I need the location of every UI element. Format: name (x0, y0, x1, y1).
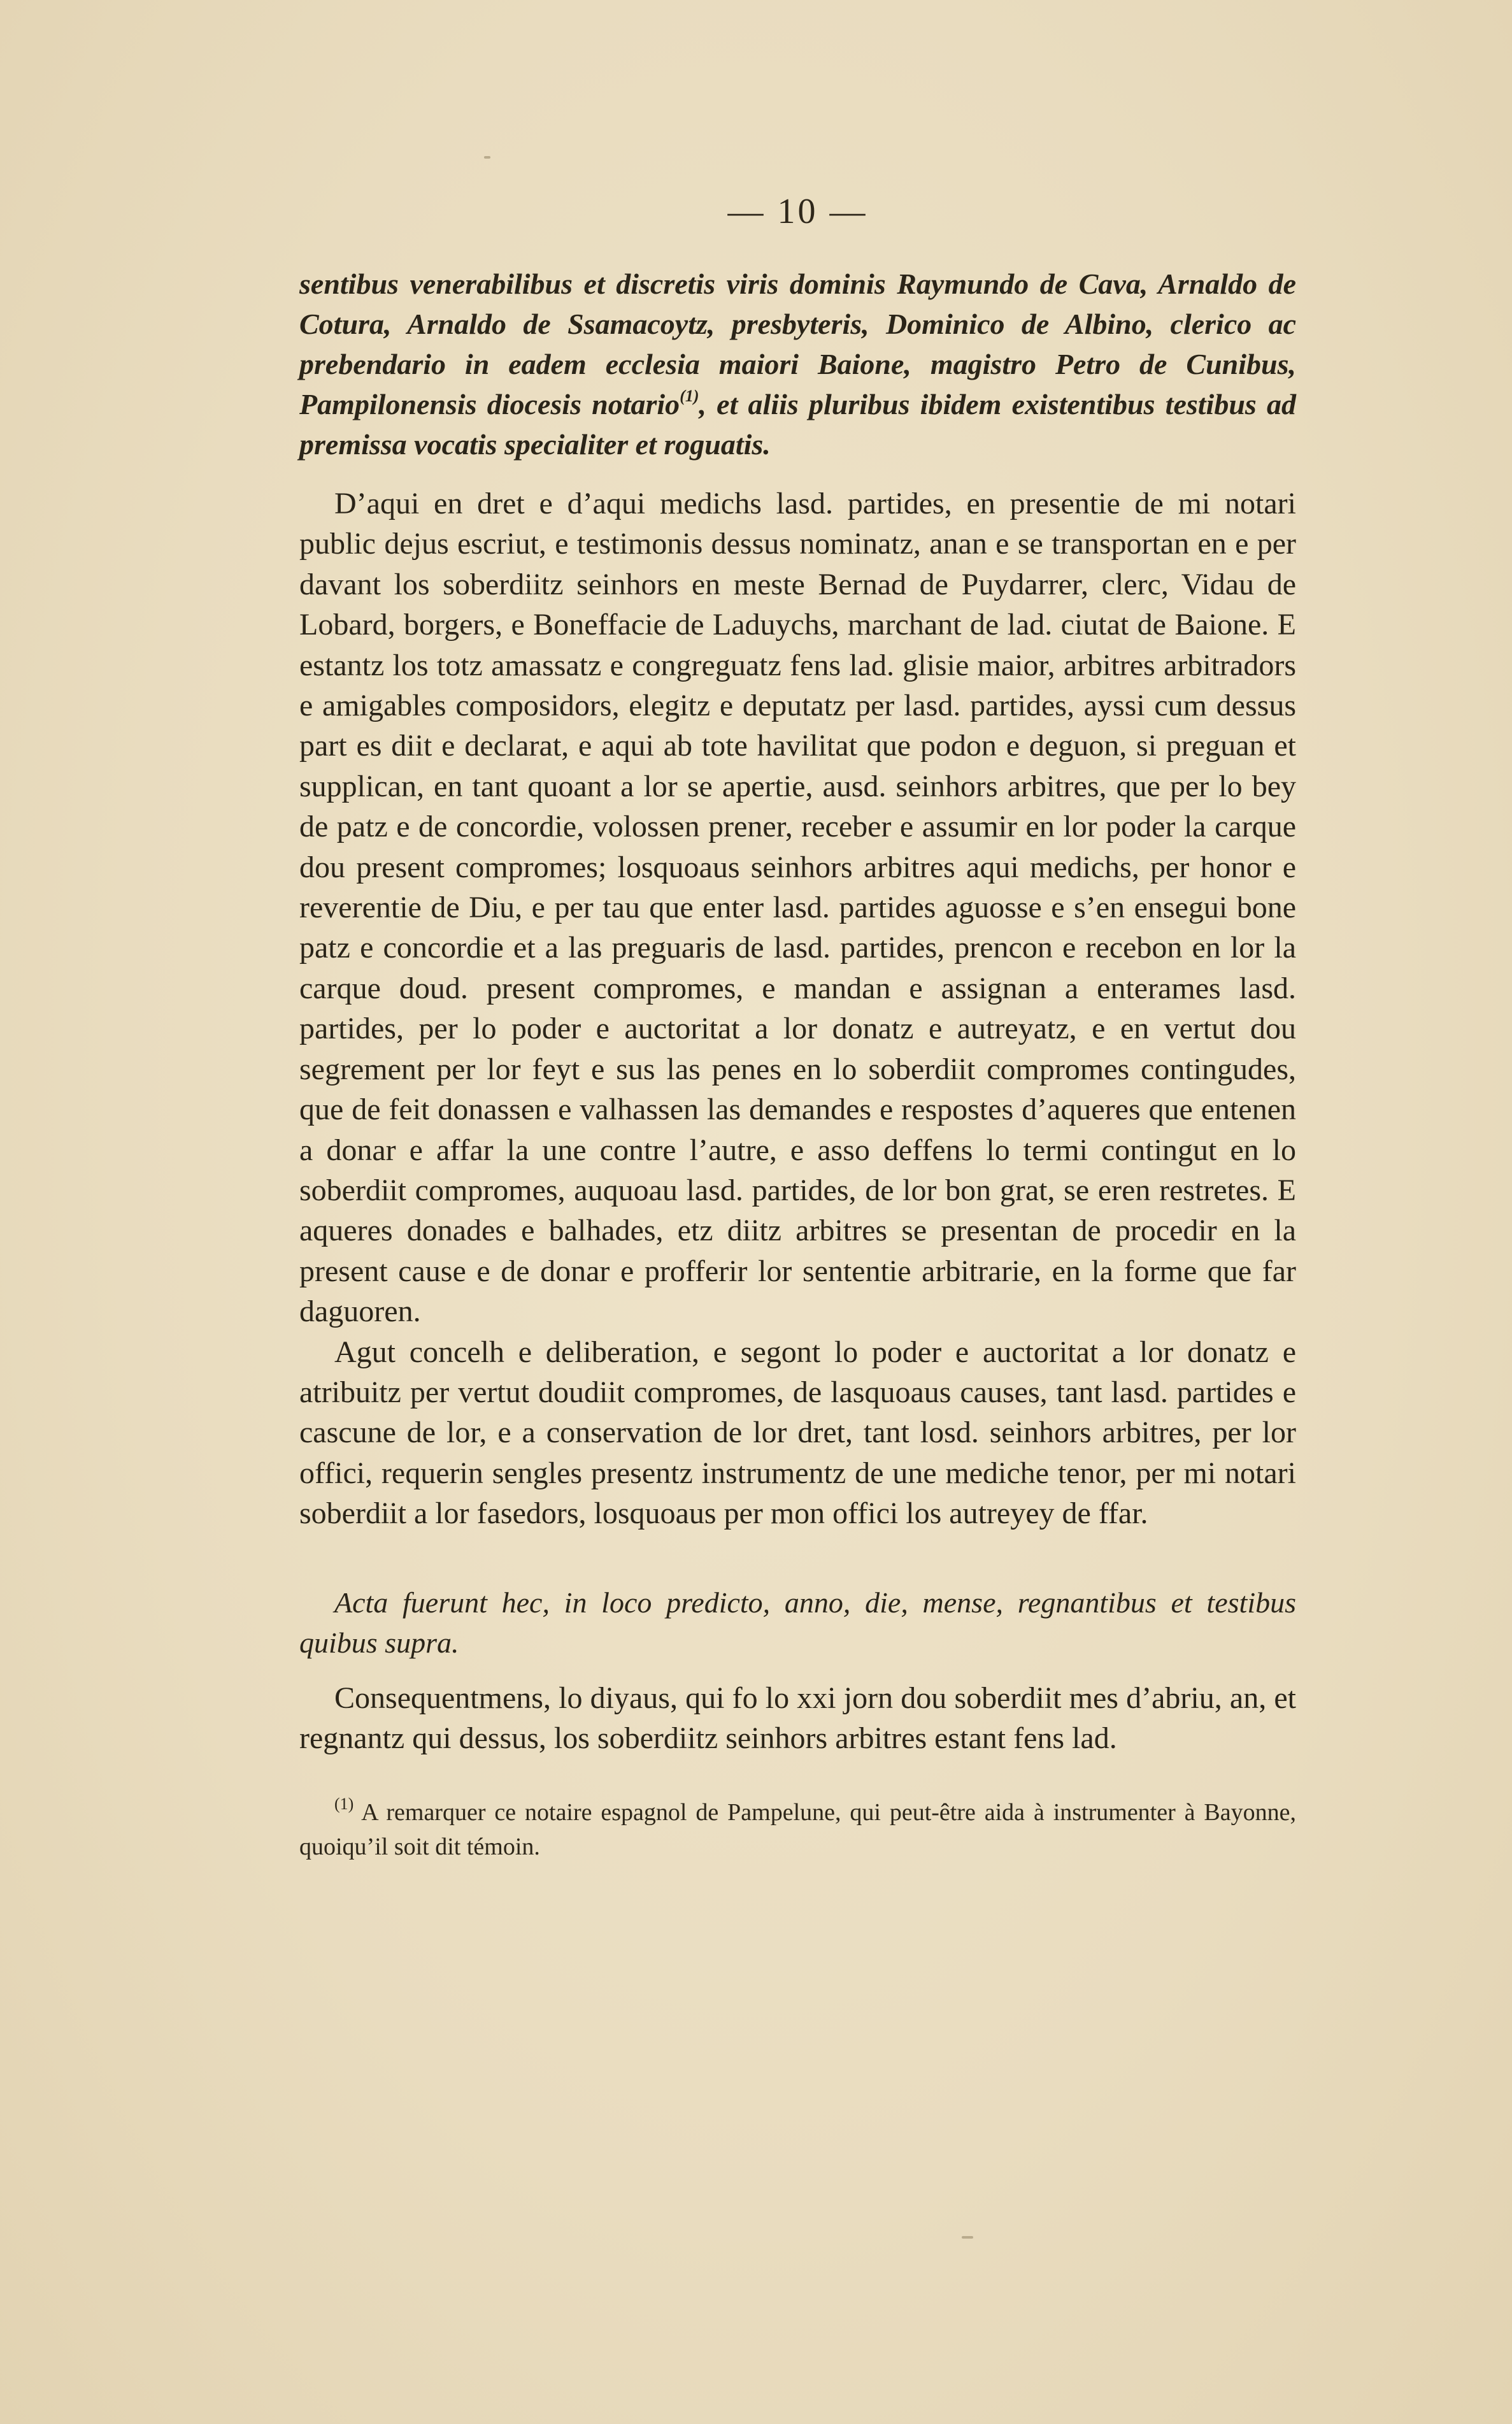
text-column (299, 191, 1296, 1864)
footnote-mark: (1) (334, 1794, 354, 1813)
latin-text: sentibus venerabilibus et discretis viris dominis Raymundo de Cava, Arnaldo de Cotura, Arnaldo de Ssamacoytz, presbyteris, Dominico de Albino, clerico ac prebendario in eadem ecclesia maiori Baione, magistro Petro de Cunibus, Pampilonensis diocesis notario (299, 268, 1296, 420)
latin-text-continued: , et aliis pluribus ibidem existentibus testibus ad premissa vocatis specialiter et roguatis. (299, 388, 1296, 461)
body-paragraph-3: Consequentmens, lo diyaus, qui fo lo xxi jorn dou soberdiit mes d’abriu, an, et regnantz qui dessus, los soberdiitz seinhors arbitres estant fens lad. (299, 1681, 1296, 1755)
footnote-text: A remarquer ce notaire espagnol de Pampelune, qui peut-être aida à instrumenter à Bayonne, quoiqu’il soit dit témoin. (299, 1799, 1296, 1861)
acta-paragraph: Acta fuerunt hec, in loco predicto, anno, die, mense, regnantibus et testibus quibus supra. (299, 1586, 1296, 1659)
footnote-reference: (1) (680, 386, 699, 405)
body-paragraph-2: Agut concelh e deliberation, e segont lo poder e auctoritat a lor donatz e atribuitz per vertut doudiit compromes, de lasquoaus causes, tant lasd. partides e cascune de lor, e a conservation de lor dret, tant losd. seinhors arbitres, per lor offici, requerin sengles presentz instrumentz de une mediche tenor, per mi notari soberdiit a lor fasedors, losquoaus per mon offici los autreyey de ffar. (299, 1335, 1296, 1531)
page-number: — 10 — (727, 192, 868, 231)
paper-speck (962, 2236, 973, 2239)
paper-speck (484, 156, 490, 159)
footnote (299, 1795, 1296, 1864)
body-paragraph-1: D’aqui en dret e d’aqui medichs lasd. partides, en presentie de mi notari public dejus escriut, e testimonis dessus nominatz, anan e se transportan en e per davant los soberdiitz seinhors en meste Bernad de Puydarrer, clerc, Vidau de Lobard, borgers, e Boneffacie de Laduychs, marchant de lad. ciutat de Baione. E estantz los totz amassatz e congreguatz fens lad. glisie maior, arbitres arbitradors e amigables composidors, elegitz e deputatz per lasd. partides, ayssi cum dessus part es diit e declarat, e aqui ab tote havilitat que podon e deguon, si preguan et supplican, en tant quoant a lor se apertie, ausd. seinhors arbitres, que per lo bey de patz e de concordie, volossen prener, receber e assumir en lor poder la carque dou present compromes; losquoaus seinhors arbitres aqui medichs, per honor e reverentie de Diu, e per tau que enter lasd. partides aguosse e s’en ensegui bone patz e concordie et a las preguaris de lasd. partides, prencon e recebon en lor la carque doud. present compromes, e mandan e assignan a enterames lasd. partides, per lo poder e auctoritat a lor donatz e autreyatz, e en vertut dou segrement per lor feyt e sus las penes en lo soberdiit compromes contingudes, que de feit donassen e valhassen las demandes e respostes d’aqueres que entenen a donar e affar la une contre l’autre, e asso deffens lo termi contingut en lo soberdiit compromes, auquoau lasd. partides, de lor bon grat, se eren restretes. E aqueres donades e balhades, etz diitz arbitres se presentan de procedir en la present cause e de donar e profferir lor sententie arbitrarie, en la forme que far daguoren. (299, 487, 1296, 1329)
latin-opening-paragraph (299, 264, 1296, 464)
